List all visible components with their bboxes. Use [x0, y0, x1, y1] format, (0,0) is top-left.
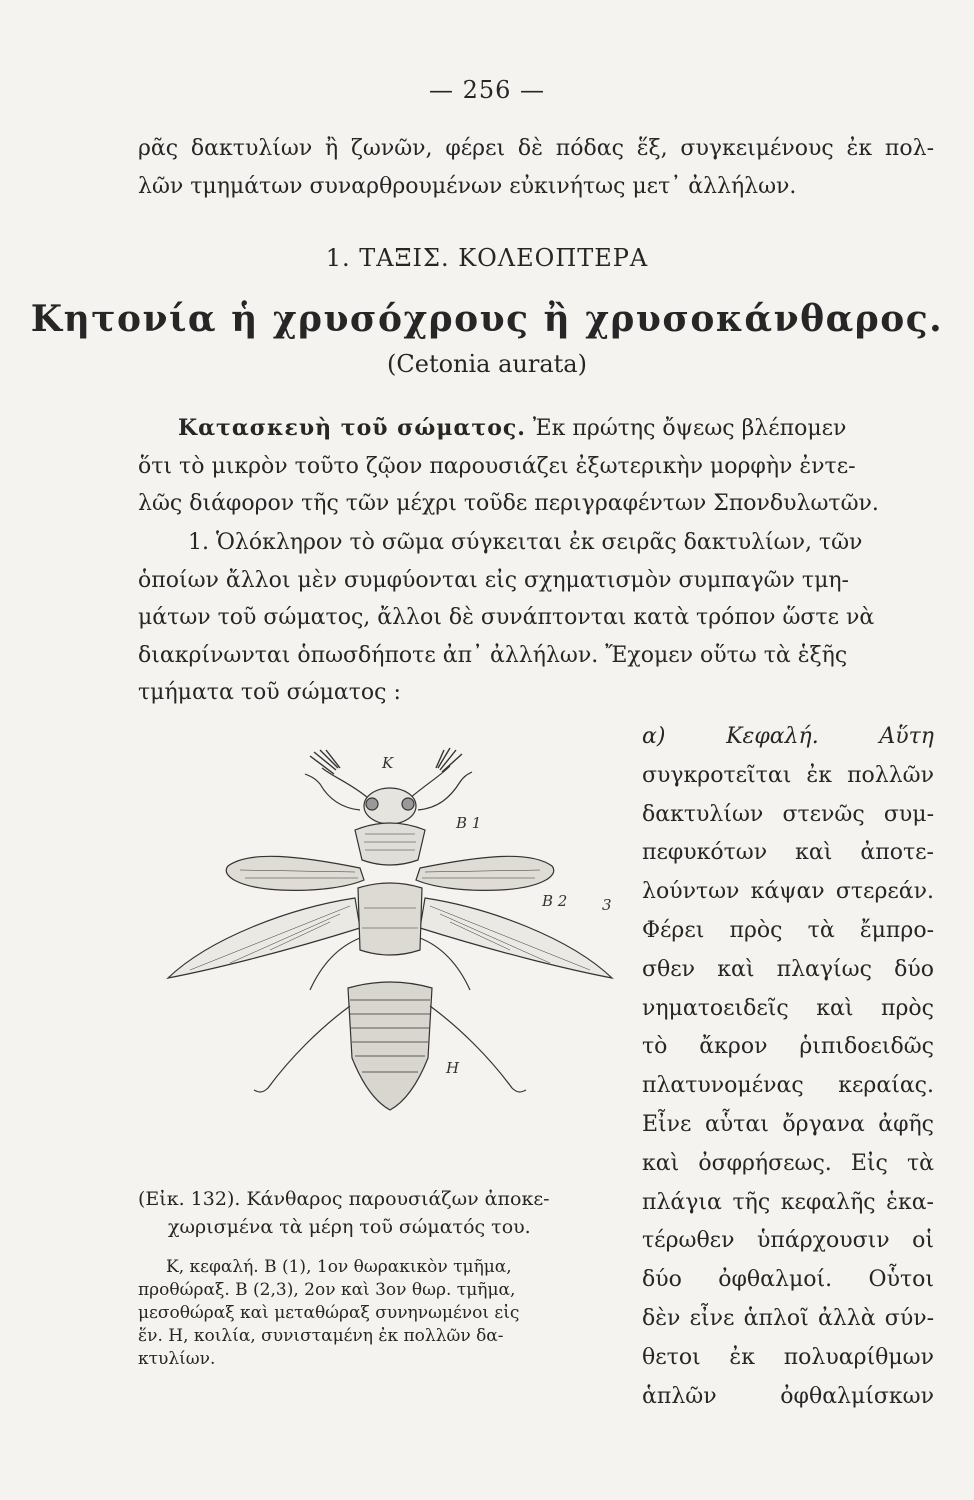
figure-label-head: Κ [382, 754, 394, 772]
text-line: διακρίνωνται ὁπωσδήποτε ἀπ᾽ ἀλλήλων. Ἔχομεν οὕτω τὰ ἑξῆς [138, 642, 848, 668]
text-line: ὅτι τὸ μικρὸν τοῦτο ζῷον παρουσιάζει ἐξωτερικὴν μορφὴν ἐντε- [138, 453, 856, 479]
text-line: δύο ὀφθαλμοί. Οὗτοι [642, 1267, 934, 1293]
legend-line: κτυλίων. [138, 1349, 216, 1369]
text-line: πεφυκότων καὶ ἀποτε- [642, 840, 934, 866]
text-line: τέρωθεν ὑπάρχουσιν οἱ [642, 1228, 934, 1254]
caption-line: χωρισμένα τὰ μέρη τοῦ σώματός του. [168, 1216, 531, 1238]
point-1-paragraph [138, 524, 934, 712]
legend-line: προθώραξ. Β (2,3), 2ον καὶ 3ον θωρ. τμῆμα, [138, 1280, 516, 1300]
text-line: νηματοειδεῖς καὶ πρὸς [642, 995, 934, 1021]
text-line: λῶς διάφορον τῆς τῶν μέχρι τοῦδε περιγραφέντων Σπονδυλωτῶν. [138, 491, 879, 516]
text-line: Φέρει πρὸς τὰ ἔμπρο- [642, 917, 934, 943]
text-line: πλατυνομένας κεραίας. [642, 1073, 934, 1099]
text-line: τμήματα τοῦ σώματος : [138, 680, 401, 705]
species-title: Κητονία ἡ χρυσόχρους ἢ χρυσοκάνθαρος. [30, 298, 944, 340]
text-line: λούντων κάψαν στερεάν. [642, 879, 934, 905]
latin-name: (Cetonia aurata) [387, 350, 587, 378]
figure-label-thorax-2: Β 2 [542, 892, 568, 910]
figure-label-thorax-3: 3 [602, 896, 612, 914]
legend-line: μεσοθώραξ καὶ μεταθώραξ συνηνωμένοι εἰς [138, 1303, 520, 1323]
beetle-illustration [150, 738, 630, 1123]
text-line: α) Κεφαλή. Αὕτη [642, 724, 934, 749]
intro-paragraph [138, 130, 934, 205]
section-paragraph [138, 410, 934, 523]
text-line: καὶ ὀσφρήσεως. Εἰς τὰ [642, 1150, 934, 1176]
caption-line: (Εἰκ. 132). Κάνθαρος παρουσιάζων ἀποκε- [138, 1188, 550, 1210]
section-heading: Κατασκευὴ τοῦ σώματος. [178, 415, 526, 441]
text-line: λῶν τμημάτων συναρθρουμένων εὐκινήτως μετ᾽ ἀλλήλων. [138, 173, 797, 199]
text-line: δὲν εἶνε ἁπλοῖ ἀλλὰ σύν- [642, 1305, 934, 1331]
figure-legend [138, 1256, 628, 1371]
text-line: ὁποίων ἄλλοι μὲν συμφύονται εἰς σχηματισμὸν συμπαγῶν τμη- [138, 567, 849, 593]
figure-caption [138, 1185, 628, 1241]
text-line: 1. Ὁλόκληρον τὸ σῶμα σύγκειται ἐκ σειρᾶς δακτυλίων, τῶν [188, 530, 863, 555]
text-line: Εἶνε αὗται ὄργανα ἀφῆς [642, 1111, 934, 1137]
head-description-column [642, 718, 934, 1416]
text-line: τὸ ἄκρον ῥιπιδοειδῶς [642, 1034, 934, 1060]
text-line: συγκροτεῖται ἐκ πολλῶν [642, 762, 934, 788]
text-line: ἁπλῶν ὀφθαλμίσκων [642, 1383, 934, 1409]
text-line: ρᾶς δακτυλίων ἢ ζωνῶν, φέρει δὲ πόδας ἕξ, συγκειμένους ἐκ πολ- [138, 136, 934, 161]
text-line: σθεν καὶ πλαγίως δύο [642, 956, 934, 982]
text-line: θετοι ἐκ πολυαρίθμων [642, 1344, 934, 1370]
figure-label-abdomen: Η [446, 1059, 460, 1077]
legend-line: ἕν. Η, κοιλία, συνισταμένη ἐκ πολλῶν δα- [138, 1326, 504, 1346]
page-number: — 256 — [428, 76, 546, 104]
text-line: Ἐκ πρώτης ὄψεως βλέπομεν [525, 416, 847, 441]
legend-line: Κ, κεφαλή. Β (1), 1ον θωρακικὸν τμῆμα, [166, 1257, 512, 1277]
text-line: μάτων τοῦ σώματος, ἄλλοι δὲ συνάπτονται κατὰ τρόπον ὥστε νὰ [138, 605, 875, 630]
figure-label-thorax-1: Β 1 [456, 814, 482, 832]
text-line: πλάγια τῆς κεφαλῆς ἑκα- [642, 1189, 934, 1215]
text-line: δακτυλίων στενῶς συμ- [642, 801, 934, 827]
order-heading: 1. ΤΑΞΙΣ. ΚΟΛΕΟΠΤΕΡΑ [325, 244, 649, 272]
